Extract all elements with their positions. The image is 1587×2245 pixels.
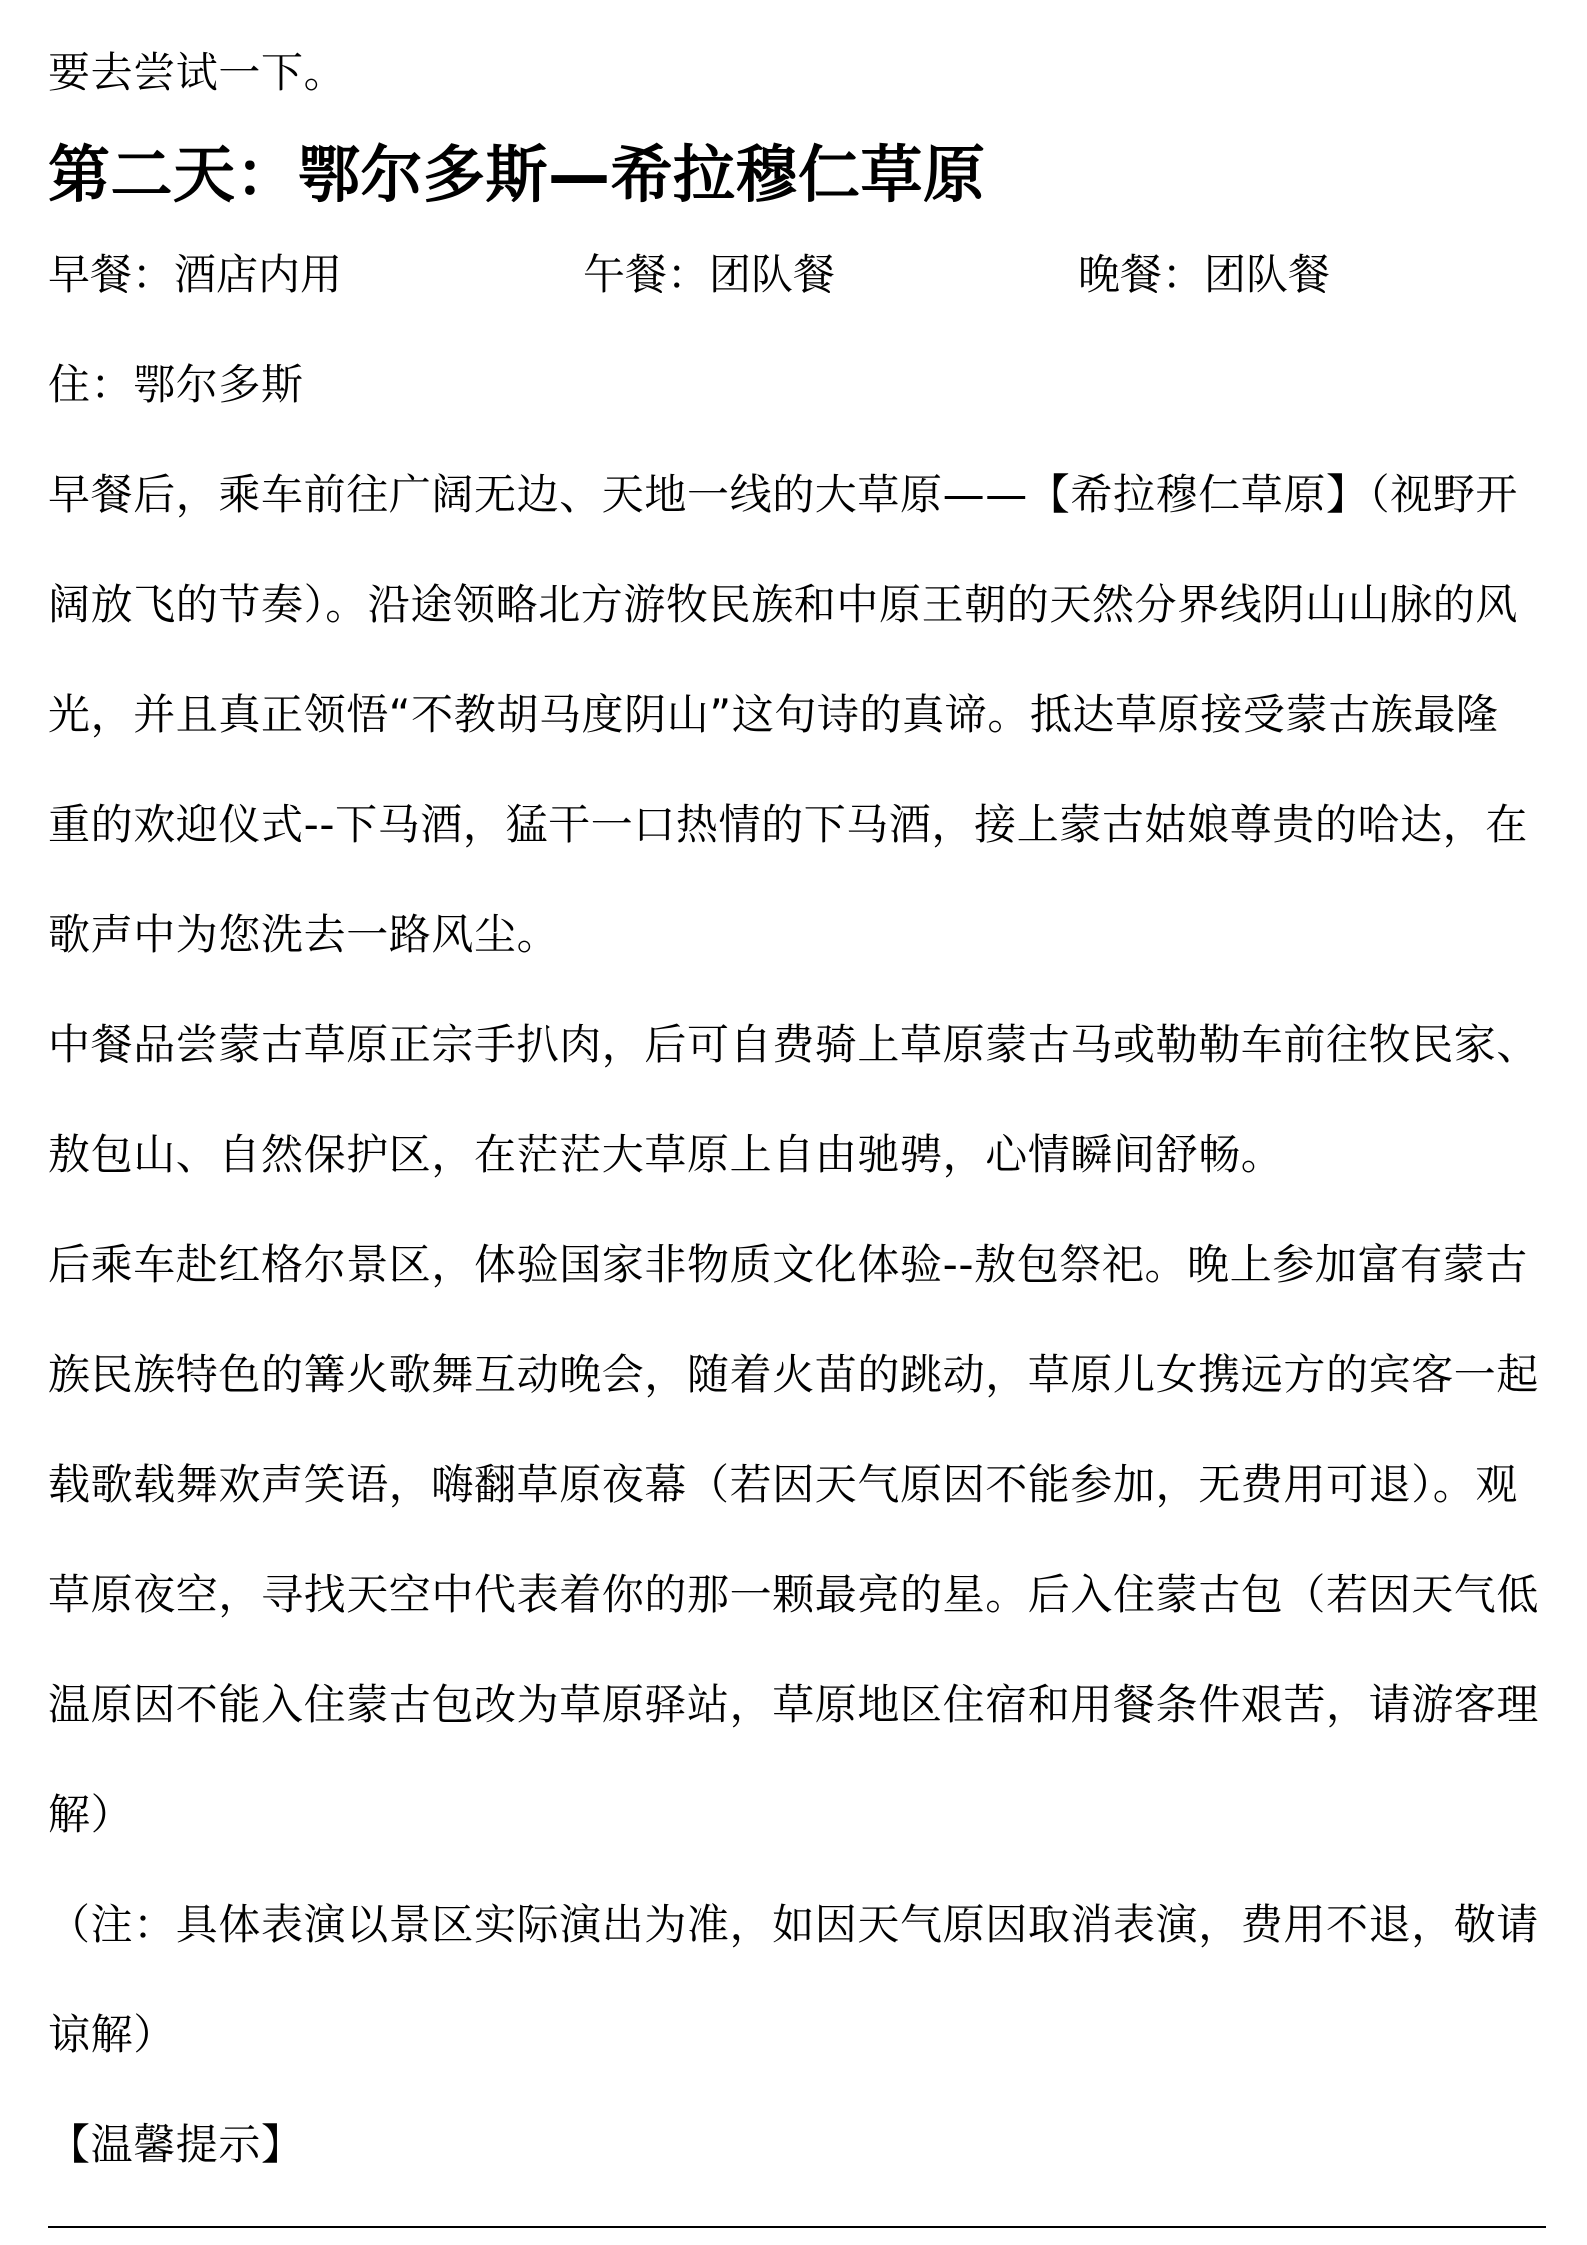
lodging-info: 住：鄂尔多斯 bbox=[48, 360, 304, 409]
main-body bbox=[48, 330, 1546, 2200]
dinner-info: 晚餐：团队餐 bbox=[1078, 250, 1331, 299]
paragraph-line: 后乘车赴红格尔景区，体验国家非物质文化体验--敖包祭祀。晚上参加富有蒙古 bbox=[48, 1240, 1528, 1289]
lunch-info: 午餐：团队餐 bbox=[583, 250, 836, 299]
paragraph-line: 温原因不能入住蒙古包改为草原驿站，草原地区住宿和用餐条件艰苦，请游客理 bbox=[48, 1680, 1540, 1729]
tips-heading: 【温馨提示】 bbox=[48, 2120, 304, 2169]
paragraph-line: 族民族特色的篝火歌舞互动晚会，随着火苗的跳动，草原儿女携远方的宾客一起 bbox=[48, 1350, 1540, 1399]
paragraph-line: 阔放飞的节奏）。沿途领略北方游牧民族和中原王朝的天然分界线阴山山脉的风 bbox=[48, 580, 1519, 629]
note-line: （注：具体表演以景区实际演出为准，如因天气原因取消表演，费用不退，敬请 bbox=[48, 1900, 1540, 1949]
continuation-text: 要去尝试一下。 bbox=[48, 48, 347, 97]
paragraph-line: 草原夜空，寻找天空中代表着你的那一颗最亮的星。后入住蒙古包（若因天气低 bbox=[48, 1570, 1540, 1619]
paragraph-line: 解） bbox=[48, 1790, 134, 1839]
paragraph-line: 早餐后，乘车前往广阔无边、天地一线的大草原——【希拉穆仁草原】（视野开 bbox=[48, 470, 1519, 519]
day-heading: 第二天：鄂尔多斯—希拉穆仁草原 bbox=[48, 138, 986, 211]
paragraph-line: 中餐品尝蒙古草原正宗手扒肉，后可自费骑上草原蒙古马或勒勒车前往牧民家、 bbox=[48, 1020, 1540, 1069]
paragraph-line: 载歌载舞欢声笑语，嗨翻草原夜幕（若因天气原因不能参加，无费用可退）。观 bbox=[48, 1460, 1519, 1509]
breakfast-info: 早餐：酒店内用 bbox=[48, 250, 343, 299]
paragraph-line: 光，并且真正领悟“不教胡马度阴山”这句诗的真谛。抵达草原接受蒙古族最隆 bbox=[48, 690, 1499, 739]
note-line: 谅解） bbox=[48, 2010, 176, 2059]
paragraph-line: 歌声中为您洗去一路风尘。 bbox=[48, 910, 560, 959]
page-divider bbox=[48, 2226, 1546, 2228]
paragraph-line: 敖包山、自然保护区，在茫茫大草原上自由驰骋，心情瞬间舒畅。 bbox=[48, 1130, 1284, 1179]
paragraph-line: 重的欢迎仪式--下马酒，猛干一口热情的下马酒，接上蒙古姑娘尊贵的哈达，在 bbox=[48, 800, 1528, 849]
